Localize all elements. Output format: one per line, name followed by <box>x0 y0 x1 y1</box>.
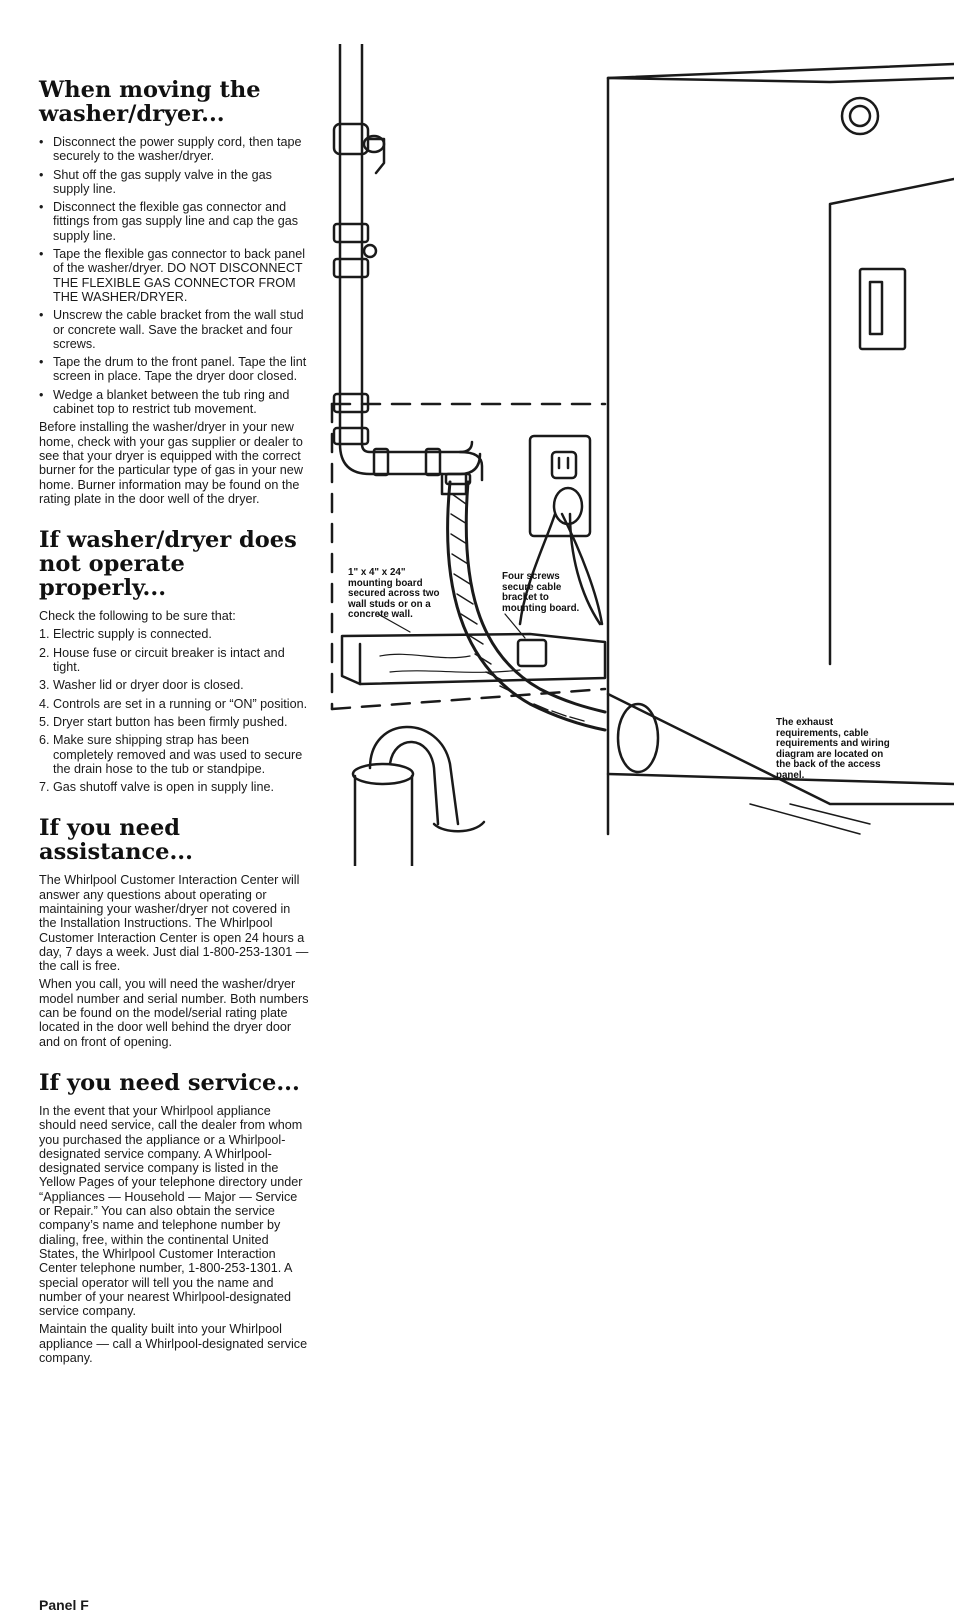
list-number: 5. <box>39 714 50 729</box>
moving-list-item-text: Tape the drum to the front panel. Tape the lint screen in place. Tape the dryer door closed. <box>53 355 307 384</box>
moving-note: Before installing the washer/dryer in your new home, check with your gas supplier or dealer to see that your dryer is equipped with the correct burner for the particular type of gas in your new home. Burner information may be found on the rating plate in the door well of the dryer. <box>39 420 303 506</box>
assistance-paragraph-1: The Whirlpool Customer Interaction Center will answer any questions about operating or maintaining your washer/dryer not covered in the Installation Instructions. The Whirlpool Customer Interaction Center is open 24 hours a day, 7 days a week. Just dial 1-800-253-1301 — the call is free. <box>39 873 309 974</box>
troubleshoot-list-item-text: Electric supply is connected. <box>53 627 212 642</box>
bullet-marker: • <box>39 200 44 215</box>
moving-list-item-text: Disconnect the flexible gas connector and fittings from gas supply line and cap the gas supply line. <box>53 200 299 243</box>
troubleshoot-list-item-text: Controls are set in a running or “ON” position. <box>53 696 308 711</box>
troubleshoot-intro: Check the following to be sure that: <box>39 609 236 624</box>
troubleshoot-list-item-text: Make sure shipping strap has been completely removed and was used to secure the drain hose to the tub or standpipe. <box>53 733 303 776</box>
moving-list-item <box>39 168 311 197</box>
text-column <box>39 78 311 1387</box>
list-number: 2. <box>39 645 50 660</box>
moving-list <box>39 135 311 416</box>
gas-pipe-drawing <box>334 44 482 494</box>
assistance-paragraph-2: When you call, you will need the washer/dryer model number and serial number. Both numbers can be found on the model/serial rating plate located in the door well behind the dryer door and on front of opening. <box>39 977 309 1049</box>
bullet-marker: • <box>39 135 44 149</box>
troubleshoot-list-item-text: Washer lid or dryer door is closed. <box>53 678 244 693</box>
troubleshoot-list-item <box>39 627 311 641</box>
caption-cable-bracket-screws: Four screws secure cable bracket to mounting board. <box>502 571 580 614</box>
moving-list-item <box>39 200 311 243</box>
moving-list-item <box>39 135 311 164</box>
moving-list-item-text: Unscrew the cable bracket from the wall stud or concrete wall. Save the bracket and four screws. <box>53 308 304 351</box>
list-number: 1. <box>39 627 50 642</box>
bullet-marker: • <box>39 387 44 402</box>
bullet-marker: • <box>39 247 44 262</box>
troubleshoot-list-item <box>39 646 311 675</box>
troubleshoot-list-item <box>39 715 311 729</box>
troubleshoot-list <box>39 627 311 794</box>
troubleshoot-list-item <box>39 678 311 692</box>
moving-list-item-text: Disconnect the power supply cord, then tape securely to the washer/dryer. <box>53 135 302 164</box>
moving-list-item-text: Tape the flexible gas connector to back panel of the washer/dryer. DO NOT DISCONNECT THE FLEXIBLE GAS CONNECTOR FROM THE WASHER/DRYER. <box>53 247 306 304</box>
heading-moving: When moving the washer/dryer... <box>39 77 261 127</box>
moving-list-item <box>39 247 311 304</box>
bullet-marker: • <box>39 167 44 182</box>
troubleshoot-list-item-text: Dryer start button has been firmly pushed. <box>53 714 288 729</box>
bullet-marker: • <box>39 308 44 323</box>
moving-list-item <box>39 308 311 351</box>
heading-assistance: If you need assistance... <box>39 815 193 866</box>
troubleshoot-list-item <box>39 733 311 776</box>
drain-standpipe-drawing <box>353 727 484 866</box>
troubleshoot-list-item <box>39 780 311 794</box>
list-number: 4. <box>39 696 50 711</box>
troubleshoot-list-item-text: Gas shutoff valve is open in supply line. <box>53 780 274 795</box>
heading-troubleshoot: If washer/dryer does not operate properly... <box>39 527 297 602</box>
section-assistance <box>39 816 311 1049</box>
troubleshoot-list-item-text: House fuse or circuit breaker is intact and tight. <box>53 645 285 675</box>
moving-list-item <box>39 355 311 384</box>
panel-label: Panel F <box>39 1597 89 1613</box>
section-troubleshoot <box>39 528 311 794</box>
moving-list-item-text: Shut off the gas supply valve in the gas supply line. <box>53 167 272 196</box>
section-moving <box>39 78 311 506</box>
heading-service: If you need service... <box>39 1069 300 1096</box>
service-paragraph-2: Maintain the quality built into your Whirlpool appliance — call a Whirlpool-designated service company. <box>39 1322 308 1365</box>
caption-mounting-board: 1" x 4" x 24" mounting board secured across two wall studs or on a concrete wall. <box>348 567 440 621</box>
list-number: 7. <box>39 780 50 795</box>
section-service <box>39 1071 311 1365</box>
caption-exhaust-requirements: The exhaust requirements, cable requirements and wiring diagram are located on the back of the access panel. <box>776 717 890 781</box>
list-number: 6. <box>39 733 50 748</box>
list-number: 3. <box>39 678 50 693</box>
moving-list-item <box>39 388 311 417</box>
troubleshoot-list-item <box>39 697 311 711</box>
moving-list-item-text: Wedge a blanket between the tub ring and cabinet top to restrict tub movement. <box>53 387 290 417</box>
service-paragraph-1: In the event that your Whirlpool appliance should need service, call the dealer from whom you purchased the appliance or a Whirlpool-designated service company. A Whirlpool-designated service company is listed in the Yellow Pages of your telephone directory under “Appliances — Household — Major — Service or Repair.” You can also obtain the service company’s name and telephone number by dialing, free, within the continental United States, the Whirlpool Customer Interaction Center telephone number, 1-800-253-1301. A special operator will tell you the name and number of your nearest Whirlpool-designated service company. <box>39 1103 303 1319</box>
bullet-marker: • <box>39 355 44 370</box>
